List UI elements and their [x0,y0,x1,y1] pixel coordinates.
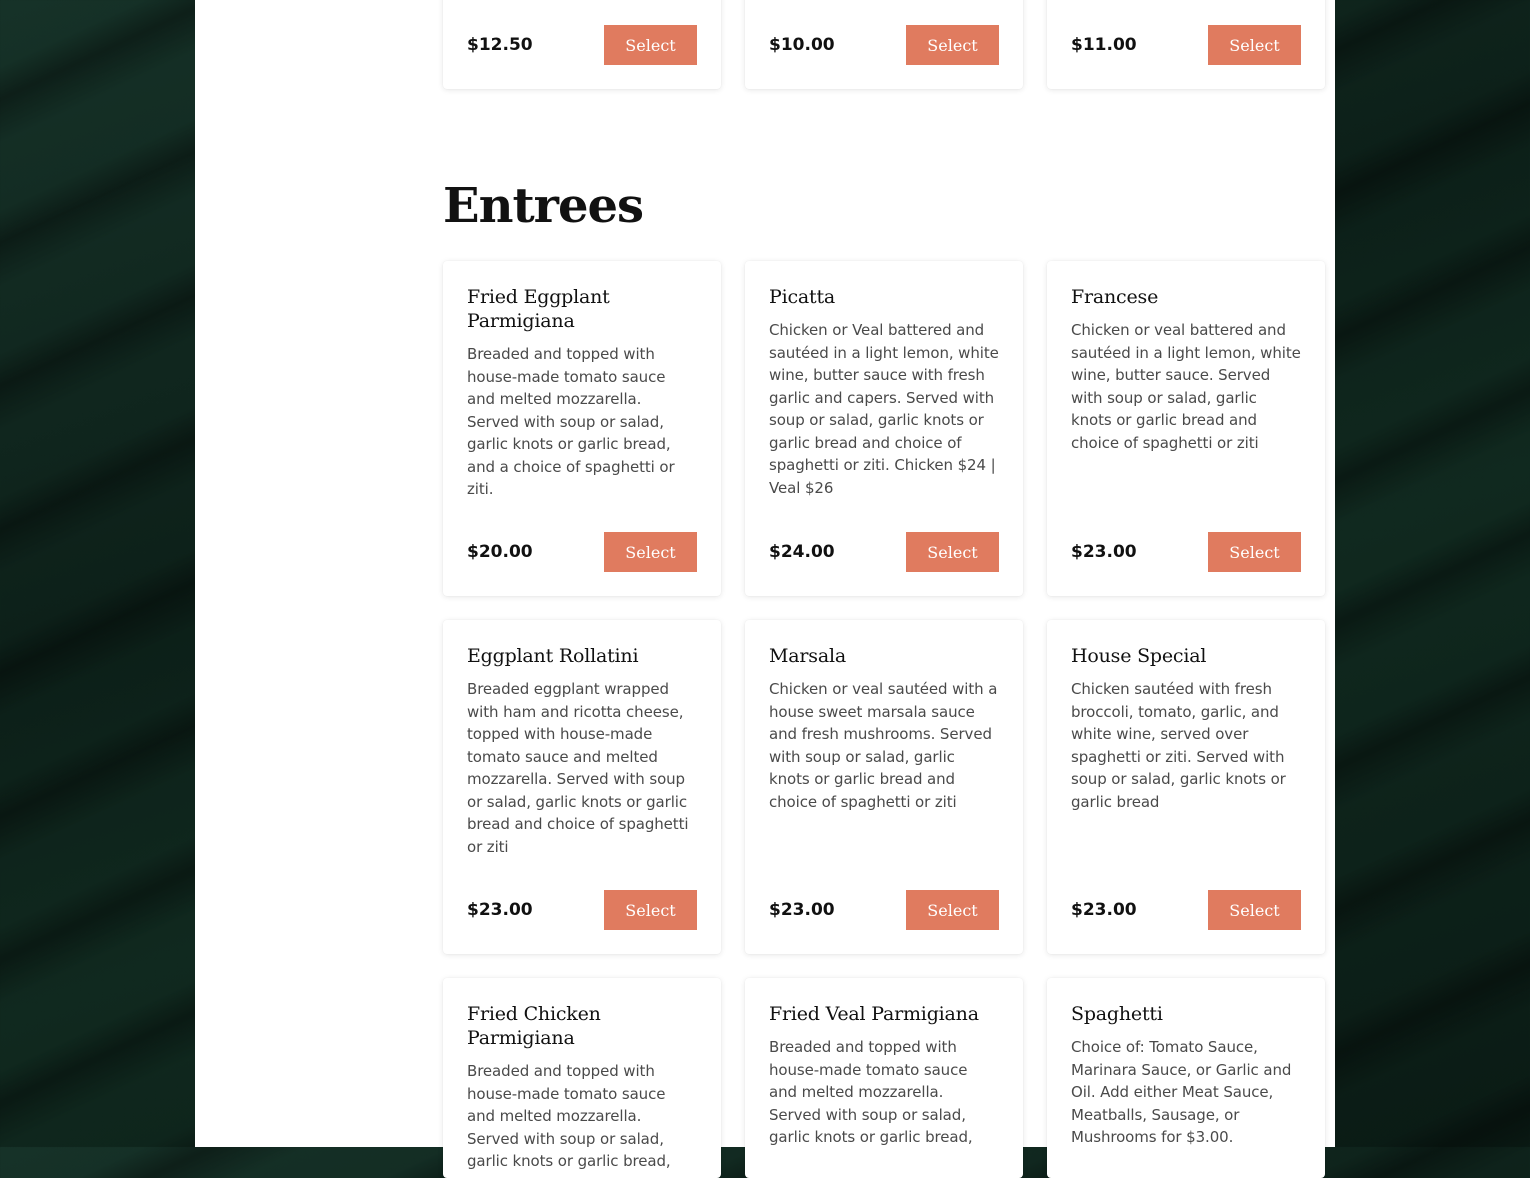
section-title: Entrees [443,178,644,234]
item-description: Chicken or veal battered and sautéed in a light lemon, white wine, butter sauce. Served with soup or salad, garlic knots or garlic bread and choice of spaghetti or ziti [1071,321,1301,452]
item-title: Spaghetti [1071,1003,1163,1025]
menu-card [1047,0,1325,89]
menu-card [443,978,721,1178]
menu-card [745,261,1023,596]
item-price: $23.00 [467,900,533,920]
item-description: Choice of: Tomato Sauce, Marinara Sauce, or Garlic and Oil. Add either Meat Sauce, Meatballs, Sausage, or Mushrooms for $3.00. [1071,1038,1292,1146]
menu-card [443,0,721,89]
item-price: $12.50 [467,35,533,55]
item-price: $23.00 [769,900,835,920]
item-description: Breaded eggplant wrapped with ham and ricotta cheese, topped with house-made tomato sauce and melted mozzarella. Served with soup or salad, garlic knots or garlic bread and choice of spaghetti or ziti [467,680,689,856]
page [195,0,1335,1170]
item-price: $24.00 [769,542,835,562]
select-button[interactable]: Select [906,890,999,930]
item-title: Fried Veal Parmigiana [769,1003,979,1025]
menu-card [443,261,721,596]
item-description: Chicken or Veal battered and sautéed in a light lemon, white wine, butter sauce with fresh garlic and capers. Served with soup or salad, garlic knots or garlic bread and choice of spaghetti or ziti. Chicken $24 | Veal $26 [769,321,999,497]
item-description: Breaded and topped with house-made tomato sauce and melted mozzarella. Served with soup or salad, garlic knots or garlic bread, and a choice of spaghetti or ziti. [467,345,675,498]
menu-card [745,0,1023,89]
select-button[interactable]: Select [1208,890,1301,930]
card-footer [467,890,697,930]
item-title: House Special [1071,645,1207,667]
item-price: $23.00 [1071,900,1137,920]
item-price: $20.00 [467,542,533,562]
menu-card [443,620,721,954]
card-footer [769,532,999,572]
item-title: Fried Eggplant Parmigiana [467,286,610,332]
menu-card [745,620,1023,954]
item-description: Breaded and topped with house-made tomato sauce and melted mozzarella. Served with soup or salad, garlic knots or garlic bread, [769,1038,973,1146]
item-title: Picatta [769,286,836,308]
menu-card [1047,620,1325,954]
card-footer [1071,890,1301,930]
item-title: Eggplant Rollatini [467,645,639,667]
select-button[interactable]: Select [604,25,697,65]
card-footer [467,532,697,572]
item-price: $11.00 [1071,35,1137,55]
select-button[interactable]: Select [604,890,697,930]
item-description: Chicken or veal sautéed with a house sweet marsala sauce and fresh mushrooms. Served with soup or salad, garlic knots or garlic bread and choice of spaghetti or ziti [769,680,998,811]
card-footer [769,25,999,65]
menu-card [1047,261,1325,596]
item-description: Breaded and topped with house-made tomato sauce and melted mozzarella. Served with soup or salad, garlic knots or garlic bread, [467,1062,671,1170]
item-description: Chicken sautéed with fresh broccoli, tomato, garlic, and white wine, served over spaghetti or ziti. Served with soup or salad, garlic knots or garlic bread [1071,680,1286,811]
card-footer [769,890,999,930]
select-button[interactable]: Select [604,532,697,572]
card-footer [467,25,697,65]
select-button[interactable]: Select [906,532,999,572]
item-title: Fried Chicken Parmigiana [467,1003,601,1049]
item-title: Marsala [769,645,846,667]
select-button[interactable]: Select [1208,532,1301,572]
select-button[interactable]: Select [906,25,999,65]
item-title: Francese [1071,286,1159,308]
menu-card [745,978,1023,1178]
card-footer [1071,532,1301,572]
card-footer [1071,25,1301,65]
select-button[interactable]: Select [1208,25,1301,65]
item-price: $10.00 [769,35,835,55]
menu-card [1047,978,1325,1178]
item-price: $23.00 [1071,542,1137,562]
